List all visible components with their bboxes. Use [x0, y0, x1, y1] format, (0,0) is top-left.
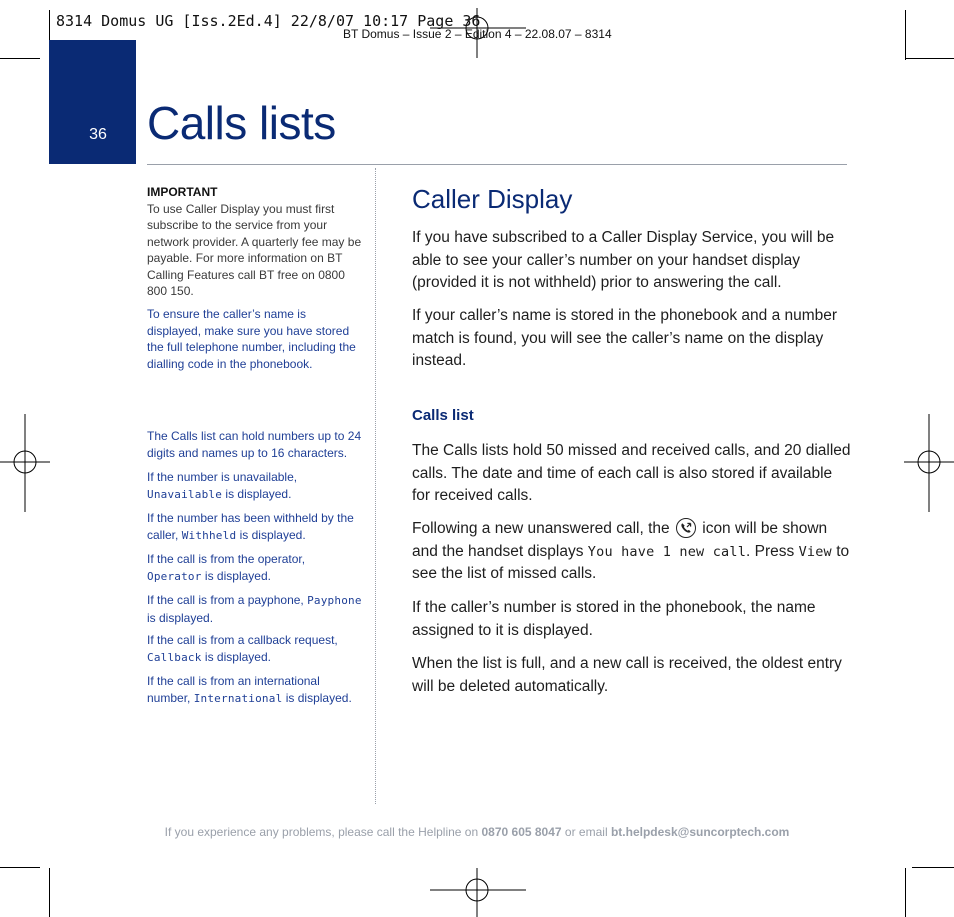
note-withheld: If the number has been withheld by the caller, Withheld is displayed. — [147, 511, 354, 542]
crop-mark-top-right-h — [905, 58, 954, 59]
print-slug: 8314 Domus UG [Iss.2Ed.4] 22/8/07 10:17 Page 36 — [56, 12, 481, 30]
crop-mark-bottom-left-h — [0, 867, 40, 868]
title-divider — [147, 164, 847, 165]
note-unavailable: If the number is unavailable, Unavailable is displayed. — [147, 470, 298, 501]
page-number: 36 — [89, 126, 107, 143]
display-text: International — [193, 691, 283, 705]
paragraph: If you have subscribed to a Caller Display Service, you will be able to see your caller’s number on your handset display (provided it is not withheld) prior to answering the call. — [412, 229, 835, 291]
crop-mark-bottom-right-h — [912, 867, 954, 868]
helpdesk-email: bt.helpdesk@suncorptech.com — [610, 825, 790, 839]
tip-note: To ensure the caller’s name is displayed, make sure you have stored the full telephone number, including the dialling code in the phonebook. — [147, 307, 356, 371]
display-text: View — [798, 543, 832, 560]
column-divider — [375, 168, 376, 804]
note-payphone: If the call is from a payphone, Payphone is displayed. — [147, 593, 362, 625]
crop-mark-top-left-v — [49, 10, 50, 40]
crosshair-target-icon — [430, 868, 526, 917]
paragraph: If your caller’s name is stored in the phonebook and a number match is found, you will see the caller’s name on the display instead. — [412, 307, 838, 369]
note-operator: If the call is from the operator, Operator is displayed. — [147, 552, 306, 583]
paragraph: The Calls lists hold 50 missed and received calls, and 20 dialled calls. The date and time of each call is also stored if available for received calls. — [412, 442, 851, 504]
display-text: Operator — [147, 569, 202, 583]
subheading: Calls list — [412, 407, 474, 424]
note-callback: If the call is from a callback request, Callback is displayed. — [147, 633, 338, 664]
helpline-footer: If you experience any problems, please call the Helpline on 0870 605 8047 or email bt.helpdesk@suncorptech.com — [164, 825, 790, 839]
crop-mark-top-right-v — [905, 10, 906, 60]
page-title: Calls lists — [147, 97, 336, 149]
display-text: Withheld — [181, 528, 237, 542]
display-text: You have 1 new call — [587, 543, 747, 560]
helpline-phone: 0870 605 8047 — [481, 825, 562, 839]
display-text: Unavailable — [147, 487, 223, 501]
crop-mark-top-left-h — [0, 58, 40, 59]
missed-call-handset-icon — [676, 518, 696, 538]
print-slug-secondary: BT Domus – Issue 2 – Edition 4 – 22.08.07 – 8314 — [343, 27, 612, 41]
paragraph: When the list is full, and a new call is received, the oldest entry will be deleted automatically. — [412, 655, 842, 695]
crosshair-target-icon — [0, 414, 50, 512]
important-label: IMPORTANT — [147, 185, 218, 199]
list-capacity-note: The Calls list can hold numbers up to 24 digits and names up to 16 characters. — [147, 429, 362, 460]
important-note — [147, 184, 362, 300]
crop-mark-bottom-right-v — [905, 868, 906, 917]
section-heading: Caller Display — [412, 184, 573, 214]
display-text: Payphone — [307, 594, 362, 607]
important-text: To use Caller Display you must first subscribe to the service from your network provider. A quarterly fee may be payable. For more information on BT Calling Features call BT free on 0800 800 150. — [147, 201, 362, 298]
paragraph-call-icon: Following a new unanswered call, the icon will be shown and the handset displays You have 1 new call. Press View to see the list of missed calls. — [412, 520, 850, 582]
display-text: Callback — [147, 650, 202, 664]
paragraph: If the caller’s number is stored in the phonebook, the name assigned to it is displayed. — [412, 599, 816, 639]
crosshair-target-icon — [904, 414, 954, 512]
page-tab — [49, 40, 136, 164]
note-international: If the call is from an international number, International is displayed. — [147, 674, 352, 705]
crop-mark-bottom-left-v — [49, 868, 50, 917]
